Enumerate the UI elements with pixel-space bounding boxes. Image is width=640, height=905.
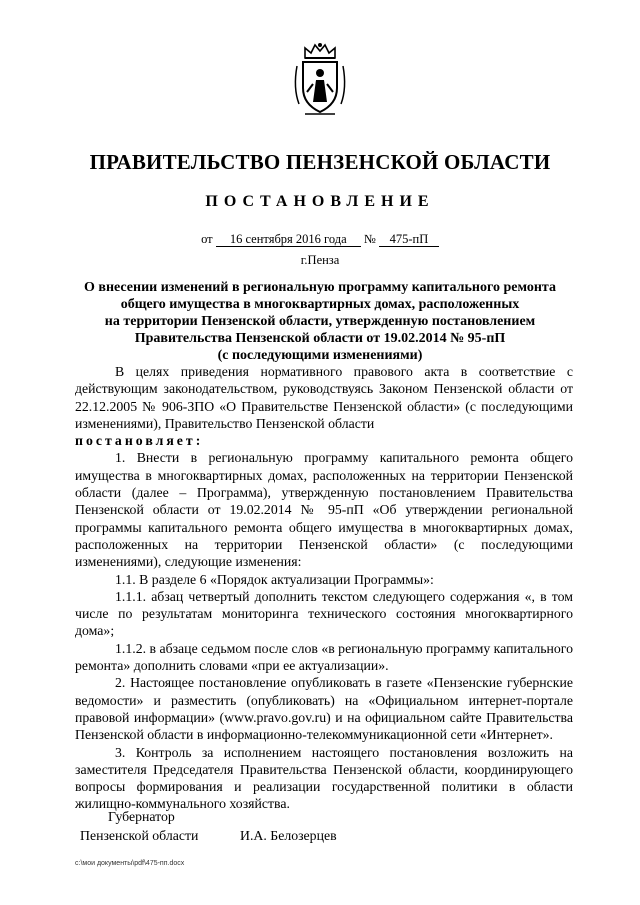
file-path: c:\мои документы\pdf\475-пп.docx [75, 860, 185, 867]
subject-line: (с последующими изменениями) [217, 348, 423, 363]
signatory-region: Пензенской области [80, 828, 199, 843]
subject-line: на территории Пензенской области, утвержденную постановлением [104, 314, 536, 329]
decree-body [75, 363, 573, 813]
clause-1: 1. Внести в региональную программу капитального ремонта общего имущества в многоквартирных домах, расположенных на территории Пензенской области (далее – Программа), утвержденную постановлением Правительства Пензенской области от 19.02.2014 № 95-пП «Об утверждении региональной программы капитального ремонта общего имущества в многоквартирных домах, расположенных на территории Пензенской области» (с последующими изменениями), следующие изменения: [75, 450, 573, 570]
resolves-word: постановляет: [75, 433, 204, 449]
clause-1-1-1: 1.1.1. абзац четвертый дополнить текстом следующего содержания «, в том числе по результатам мониторинга технического состояния многоквартирного дома»; [75, 588, 573, 639]
city: г.Пенза [300, 253, 340, 267]
signatory-title: Губернатор [108, 809, 175, 824]
date-prefix: от [201, 232, 213, 246]
penza-coat-of-arms-icon [291, 42, 349, 118]
resolves-line [75, 432, 573, 449]
clause-1-1-2: 1.1.2. в абзаце седьмом после слов «в региональную программу капитального ремонта» дополнить словами «при ее актуализации». [75, 640, 573, 674]
clause-2: 2. Настоящее постановление опубликовать в газете «Пензенские губернские ведомости» и разместить (опубликовать) на «Официальном интернет-портале правовой информации» (www.pravo.gov.ru) и на официальном сайте Правительства Пензенской области в информационно-телекоммуникационной сети «Интернет». [75, 675, 573, 743]
decree-subject [70, 279, 570, 364]
number-sign: № [363, 232, 376, 246]
government-title: ПРАВИТЕЛЬСТВО ПЕНЗЕНСКОЙ ОБЛАСТИ [89, 150, 551, 174]
clause-1-1: 1.1. В разделе 6 «Порядок актуализации Программы»: [115, 571, 434, 587]
decree-number: 475-пП [379, 232, 439, 247]
preamble-paragraph: В целях приведения нормативного правового акта в соответствие с действующим законодательством, руководствуясь Законом Пензенской области от 22.12.2005 № 906-ЗПО «О Правительстве Пензенской области» (с последующими изменениями), Правительство Пензенской области [75, 364, 573, 431]
subject-line: общего имущества в многоквартирных домах, расположенных [120, 297, 520, 312]
document-type: ПОСТАНОВЛЕНИЕ [205, 193, 435, 210]
decree-date: 16 сентября 2016 года [216, 232, 361, 247]
signatory-name: И.А. Белозерцев [240, 828, 337, 843]
subject-line: Правительства Пензенской области от 19.02.2014 № 95-пП [134, 331, 506, 346]
clause-3: 3. Контроль за исполнением настоящего постановления возложить на заместителя Председателя Правительства Пензенской области, координирующего вопросы формирования и реализации государственной политики в области жилищно-коммунального хозяйства. [75, 744, 573, 812]
subject-line: О внесении изменений в региональную программу капитального ремонта [84, 280, 556, 295]
date-number-line [0, 232, 640, 247]
